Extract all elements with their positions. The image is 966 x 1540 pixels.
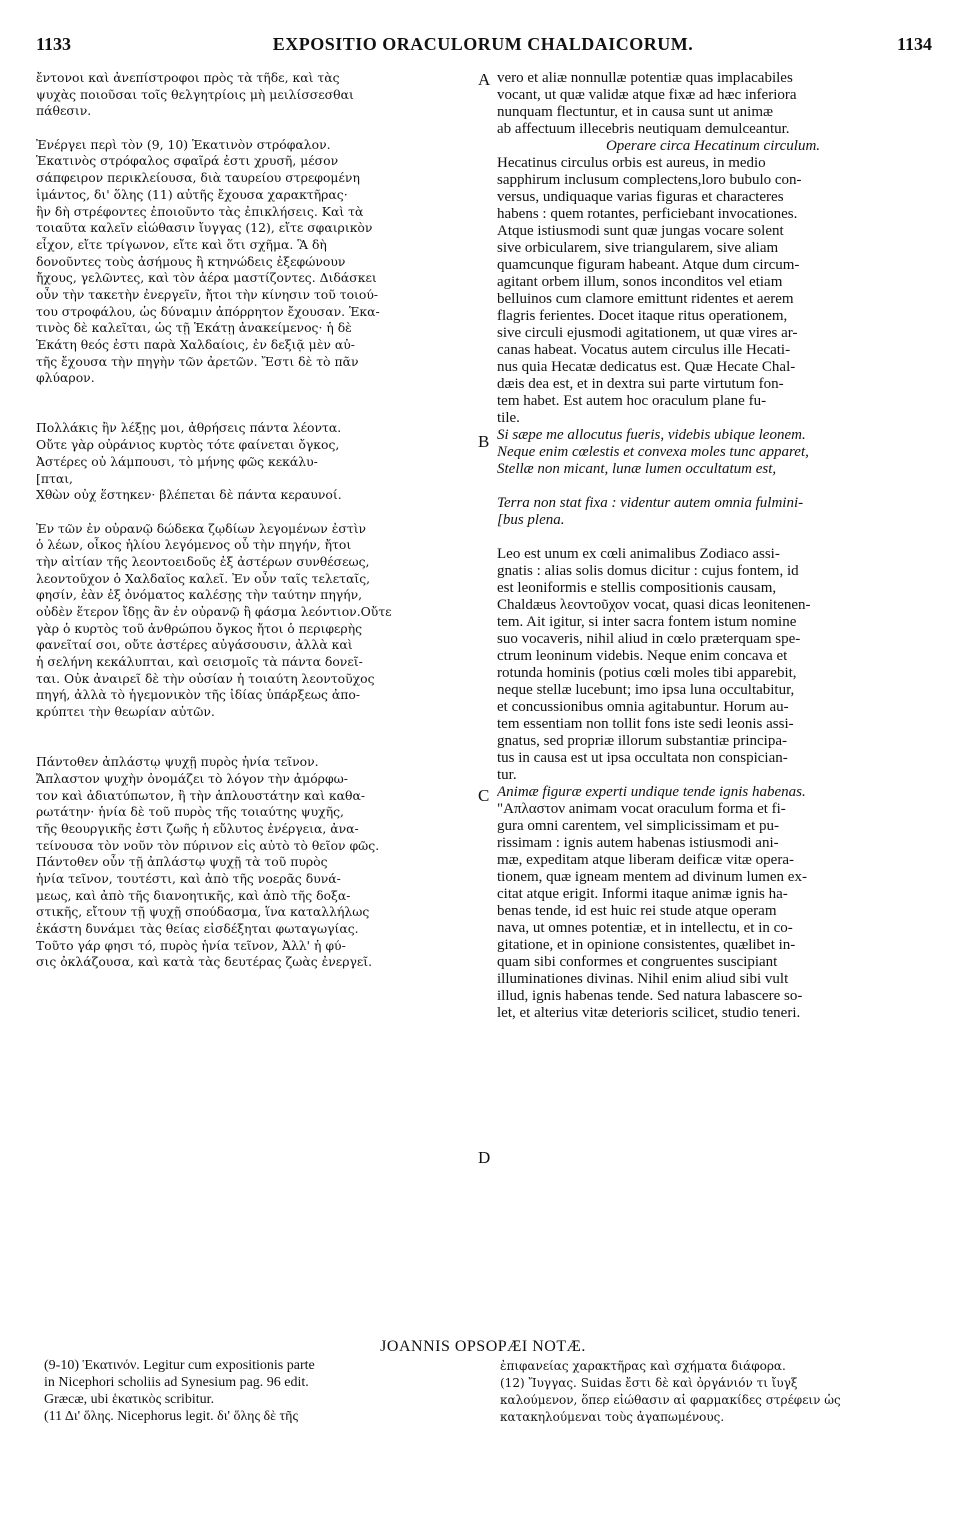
latin-text-line: tile.: [497, 410, 520, 426]
greek-text-line: Τοῦτο γάρ φησι τό, πυρὸς ἡνία τεῖνον, Ἀλλ' ἡ φύ-: [36, 937, 346, 953]
latin-text-line: et concussionibus omnia agitabuntur. Horum au-: [497, 699, 789, 715]
latin-text-line: quamcunque figuram habeant. Atque dum circum-: [497, 257, 800, 273]
latin-text-line: flagris ferientes. Docet itaque ritus operationem,: [497, 308, 788, 324]
note-right-line: (12) Ἴυγγας. Suidas ἔστι δὲ καὶ ὀργάνιόν τι ἴυγξ: [500, 1376, 798, 1390]
greek-text-line: Πάντοθεν ἀπλάστῳ ψυχῇ πυρὸς ἡνία τεῖνον.: [36, 754, 319, 770]
latin-text-line: versus, undiquaque varias figuras et characteres: [497, 189, 784, 205]
greek-text-line: Ἑκατινὸς στρόφαλος σφαῖρά ἐστι χρυσῆ, μέσον: [36, 153, 339, 169]
latin-text-line: [497, 529, 929, 546]
latin-text-line: Stellæ non micant, lunæ lumen occultatum est,: [497, 461, 777, 477]
latin-text-line: citat atque erigit. Informi itaque animæ ignis ha-: [497, 886, 788, 902]
greek-text-line: ἤχους, γελῶντες, καὶ τὸν ἀέρα μαστίζοντες. Διδάσκει: [36, 270, 377, 286]
greek-text-line: πάθεσιν.: [36, 103, 92, 119]
latin-text-line: [497, 478, 929, 495]
greek-text-line: τείνουσα τὸν νοῦν τὸν πύρινον εἰς αὐτὸ τὸ θεῖον φῶς.: [36, 837, 380, 853]
latin-text-line: nava, ut omnes potentiæ, et in intellectu, et in co-: [497, 920, 793, 936]
greek-text-line: φησίν, ἐὰν ἐξ ὀνόματος καλέσῃς τὴν ταύτην πηγήν,: [36, 587, 363, 603]
latin-text-line: tionem, quæ igneam mentem ad divinum lumen ex-: [497, 869, 807, 885]
latin-text-line: mæ, expeditam atque liberam deificæ vitæ opera-: [497, 852, 794, 868]
greek-text-line: Οὔτε γὰρ οὐράνιος κυρτὸς τότε φαίνεται ὄγκος,: [36, 437, 340, 453]
latin-text-line: gnatis : alias solis domus dicitur : cujus fontem, id: [497, 563, 799, 579]
greek-text-line: εἶχον, εἴτε τρίγωνον, εἴτε καὶ ὅτι σχῆμα. Ἃ δὴ: [36, 236, 327, 252]
greek-text-line: Πολλάκις ἢν λέξῃς μοι, ἀθρήσεις πάντα λέοντα.: [36, 420, 342, 436]
greek-text-line: τον καὶ ἀδιατύπωτον, ἢ τὴν ἁπλουστάτην καὶ καθα-: [36, 787, 366, 803]
greek-text-line: πηγή, ἀλλὰ τὸ ἡγεμονικὸν τῆς ἰδίας ὑπάρξεως ἀπο-: [36, 687, 361, 703]
latin-text-line: Animæ figuræ experti undique tende ignis habenas.: [497, 784, 806, 800]
greek-text-line: [πται,: [36, 470, 73, 486]
latin-text-line: suo vocaveris, nihil aliud in cœlo præterquam spe-: [497, 631, 801, 647]
greek-text-line: ται. Οὐκ ἀναιρεῖ δὲ τὴν οὐσίαν ἡ τοιαύτη λεοντοῦχος: [36, 670, 375, 686]
greek-text-line: Ἑκάτη θεός ἐστι παρὰ Χαλδαίοις, ἐν δεξιᾷ μὲν αὐ-: [36, 337, 355, 352]
greek-text-line: ἡ σελήνη κεκάλυπται, καὶ σεισμοῖς τὰ πάντα δονεῖ-: [36, 654, 363, 670]
latin-text-line: let, et alterius vitæ deterioris scilicet, studio teneri.: [497, 1005, 801, 1021]
latin-text-line: sive orbicularem, sive triangularem, sive aliam: [497, 240, 779, 256]
greek-text-line: στικῆς, εἴτουν τῇ ψυχῇ σπούδασμα, ἵνα καταλλήλως: [36, 904, 370, 920]
greek-text-line: Ἀστέρες οὐ λάμπουσι, τὸ μήνης φῶς κεκάλυ-: [36, 453, 318, 469]
page-header: [30, 34, 936, 58]
greek-text-line: [36, 738, 468, 755]
greek-text-line: [36, 404, 468, 421]
greek-text-line: φλύαρον.: [36, 370, 95, 386]
greek-text-line: [36, 387, 468, 404]
latin-text-line: Chaldæus λεοντοῦχον vocat, quasi dicas leonitenen-: [497, 597, 811, 613]
latin-text-line: Atque istiusmodi sunt quæ jungas vocare solent: [497, 223, 784, 239]
latin-text-line: habens : quem rotantes, perficiebant invocationes.: [497, 206, 798, 222]
greek-text-line: δονοῦντες τοὺς ἀσήμους ἢ κτηνώδεις ἐξεφώνουν: [36, 253, 346, 269]
greek-text-line: [36, 120, 468, 137]
greek-text-line: τινὸς δὲ καλεῖται, ὡς τῇ Ἑκάτῃ ἀνακείμενος· ἡ δὲ: [36, 320, 352, 336]
greek-text-line: τῆς ἔχουσα τὴν πηγὴν τῶν ἀρετῶν. Ἔστι δὲ τὸ πᾶν: [36, 353, 359, 369]
latin-text-line: Hecatinus circulus orbis est aureus, in medio: [497, 155, 766, 171]
latin-text-line: rissimam : ignis autem habenas istiusmodi ani-: [497, 835, 779, 851]
greek-text-line: οὖν τὴν τακετὴν ἐνεργεῖν, ἤτοι τὴν κίνησιν τοῦ τοιού-: [36, 286, 379, 302]
greek-text-line: τῆς θεουργικῆς ἐστι ζωῆς ἡ εὔλυτος ἐνέργεια, ἀνα-: [36, 820, 359, 836]
latin-text-line: vocant, ut quæ validæ atque fixæ ad hæc inferiora: [497, 87, 797, 103]
latin-text-line: dæis dea est, et in dextra sui parte virtutum fon-: [497, 376, 784, 392]
latin-text-line: gnatus, sed propriæ illorum substantiæ principa-: [497, 733, 787, 749]
margin-letter-c: C: [478, 786, 490, 805]
greek-text-line: [36, 721, 468, 738]
margin-letter-d: D: [478, 1148, 491, 1167]
latin-text-line: illud, ignis habenas tende. Sed natura labascere so-: [497, 988, 803, 1004]
latin-text-line: Terra non stat fixa : videntur autem omnia fulmini-: [497, 495, 804, 511]
page-number-right: 1134: [896, 34, 932, 54]
greek-text-line: μεως, καὶ ἀπὸ τῆς διανοητικῆς, καὶ ἀπὸ τῆς δοξα-: [36, 887, 351, 903]
greek-text-line: σάπφειρον περικλείουσα, διὰ ταυρείου στρεφομένη: [36, 170, 360, 186]
latin-text-line: ab affectuum illecebris neutiquam demulceantur.: [497, 121, 790, 137]
latin-text-line: sapphirum inclusum complectens,loro bubulo con-: [497, 172, 802, 188]
note-left-line: (11 Δι' ὅλης. Nicephorus legit. δι' ὅλης δὲ τῆς: [44, 1409, 298, 1424]
greek-text-line: τὴν αἰτίαν τῆς λεοντοειδοῦς ἐξ ἀστέρων συνθέσεως,: [36, 553, 370, 569]
greek-text-line: Ἄπλαστον ψυχὴν ὀνομάζει τὸ λόγον τὴν ἀμόρφω-: [36, 770, 348, 786]
greek-text-line: ἣν δὴ στρέφοντες ἐποιοῦντο τὰς ἐπικλήσεις. Καὶ τὰ: [36, 203, 364, 219]
running-title: EXPOSITIO ORACULORUM CHALDAICORUM.: [272, 34, 694, 54]
greek-text-line: ὁ λέων, οἶκος ἡλίου λεγόμενος οὗ τὴν πηγήν, ἤτοι: [36, 537, 352, 553]
greek-text-line: [36, 504, 468, 521]
note-right-line: ἐπιφανείας χαρακτῆρας καὶ σχήματα διάφορα.: [500, 1359, 786, 1373]
greek-text-line: τοιαῦτα καλεῖν εἰώθασιν ἴυγγας (12), εἴτε σφαιρικὸν: [36, 220, 373, 236]
note-left-line: Græcæ, ubi ἑκατικὸς scribitur.: [44, 1392, 215, 1407]
greek-column: [36, 70, 468, 971]
greek-text-line: σις ὀκλάζουσα, καὶ κατὰ τὰς δευτέρας ζωὰς ἐνεργεῖ.: [36, 954, 373, 970]
note-right-line: καλούμενον, ὅπερ εἰώθασιν αἱ φαρμακίδες στρέφειν ὡς: [500, 1393, 841, 1407]
margin-letter-b: B: [478, 432, 490, 451]
latin-text-line: ctrum leoninum videbis. Neque enim concava et: [497, 648, 788, 664]
latin-text-line: vero et aliæ nonnullæ potentiæ quas implacabiles: [497, 70, 793, 86]
latin-text-line: sive circuli ejusmodi agitationem, ut quæ vires ar-: [497, 325, 798, 341]
greek-text-line: Πάντοθεν οὖν τῇ ἀπλάστῳ ψυχῇ τὰ τοῦ πυρὸς: [36, 854, 328, 870]
latin-text-line: [bus plena.: [497, 512, 565, 528]
latin-text-line: est leoniformis e stellis compositionis causam,: [497, 580, 777, 596]
latin-text-line: illuminationes divinas. Nihil enim aliud sibi vult: [497, 971, 789, 987]
greek-text-line: Ἐν τῶν ἐν οὐρανῷ δώδεκα ζῳδίων λεγομένων ἐστὶν: [36, 520, 367, 536]
greek-text-line: φανεῖταί σοι, οὔτε ἀστέρες αὐγάσουσιν, ἀλλὰ καὶ: [36, 637, 353, 653]
notes-left-column: [44, 1358, 474, 1426]
margin-letter-a: A: [478, 70, 491, 89]
latin-text-line: Si sæpe me allocutus fueris, videbis ubique leonem.: [497, 427, 806, 443]
notes-right-column: [500, 1358, 930, 1426]
latin-text-line: tem habet. Est autem hoc oraculum plane fu-: [497, 393, 767, 409]
latin-text-line: gura omni carentem, vel simplicissimam et pu-: [497, 818, 780, 834]
greek-text-line: ἱμάντος, δι' ὅλης (11) αὐτῆς ἔχουσα χαρακτῆρας·: [36, 186, 348, 202]
greek-text-line: ψυχὰς ποιοῦσαι τοῖς θελγητρίοις μὴ μειλίσσεσθαι: [36, 86, 354, 102]
greek-text-line: του στροφάλου, ὡς δύναμιν ἀπόρρητον ἔχουσαν. Ἑκα-: [36, 303, 380, 319]
note-left-line: (9-10) Ἑκατινόν. Legitur cum expositionis parte: [44, 1358, 315, 1373]
greek-text-line: λεοντοῦχον ὁ Χαλδαῖος καλεῖ. Ἐν οὖν ταῖς τελεταῖς,: [36, 570, 371, 586]
greek-text-line: οὐδὲν ἕτερον ἴδῃς ἂν ἐν οὐρανῷ ἢ φάσμα λεόντιον.Οὔτε: [36, 604, 392, 619]
latin-text-line: canas habeat. Vocatus autem circulus ille Hecati-: [497, 342, 791, 358]
latin-text-line: tem. Ait igitur, si inter sacra fontem istum nomine: [497, 614, 797, 630]
latin-text-line: gitatione, et in opinione consistentes, quælibet in-: [497, 937, 796, 953]
greek-text-line: ἑκάστη δυνάμει τὰς θείας εἰσδέξηται φωταγωγίας.: [36, 921, 359, 937]
greek-text-line: γὰρ ὁ κυρτὸς τοῦ ἀνθρώπου ὄγκος ἤτοι ὁ περιφερὴς: [36, 620, 363, 636]
note-right-line: κατακηλούμεναι τοὺς ἀγαπωμένους.: [500, 1410, 725, 1424]
latin-text-line: rotunda hominis (potius cœli moles tibi apparebit,: [497, 665, 797, 681]
greek-text-line: Χθὼν οὐχ ἕστηκεν· βλέπεται δὲ πάντα κεραυνοί.: [36, 487, 342, 503]
latin-text-line: tem essentiam non tollit fons iste sedi leonis assi-: [497, 716, 794, 732]
latin-text-line: neque stellæ lucebunt; imo ipsa luna occultabitur,: [497, 682, 795, 698]
notes-title: JOANNIS OPSOPÆI NOTÆ.: [380, 1338, 586, 1355]
latin-text-line: tus in causa est ut ipsa occultata non conspician-: [497, 750, 788, 766]
latin-text-line: quam sibi conformes et congruentes suscipiant: [497, 954, 778, 970]
latin-text-line: agitant orbem illum, sonos inconditos vel etiam: [497, 274, 783, 290]
greek-text-line: κρύπτει τὴν θεωρίαν αὐτῶν.: [36, 704, 215, 720]
latin-text-line: Leo est unum ex cœli animalibus Zodiaco assi-: [497, 546, 780, 562]
greek-text-line: ἡνία τεῖνον, τουτέστι, καὶ ἀπὸ τῆς νοερᾶς δυνά-: [36, 871, 341, 886]
latin-text-line: Operare circa Hecatinum circulum.: [605, 138, 821, 154]
page-number-left: 1133: [36, 34, 72, 54]
latin-text-line: "Απλαστον animam vocat oraculum forma et fi-: [497, 801, 786, 817]
latin-text-line: tur.: [497, 767, 517, 783]
latin-text-line: nunquam flectuntur, et in causa sunt ut animæ: [497, 104, 774, 120]
greek-text-line: Ἐνέργει περὶ τὸν (9, 10) Ἑκατινὸν στρόφαλον.: [36, 136, 331, 152]
latin-text-line: benas tende, id est huic rei stude atque operam: [497, 903, 777, 919]
latin-text-line: nus quia Hecatæ dedicatus est. Quæ Hecate Chal-: [497, 359, 796, 375]
latin-text-line: belluinos cum clamore emittunt ridentes et aerem: [497, 291, 794, 307]
greek-text-line: ἔντονοι καὶ ἀνεπίστροφοι πρὸς τὰ τῆδε, καὶ τὰς: [36, 70, 340, 85]
latin-column: [497, 70, 929, 1022]
note-left-line: in Nicephori scholiis ad Synesium pag. 96 edit.: [44, 1375, 309, 1390]
greek-text-line: ρωτάτην· ἡνία δὲ τοῦ πυρὸς τῆς τοιαύτης ψυχῆς,: [36, 804, 344, 820]
latin-text-line: Neque enim cœlestis et convexa moles tunc apparet,: [497, 444, 809, 460]
